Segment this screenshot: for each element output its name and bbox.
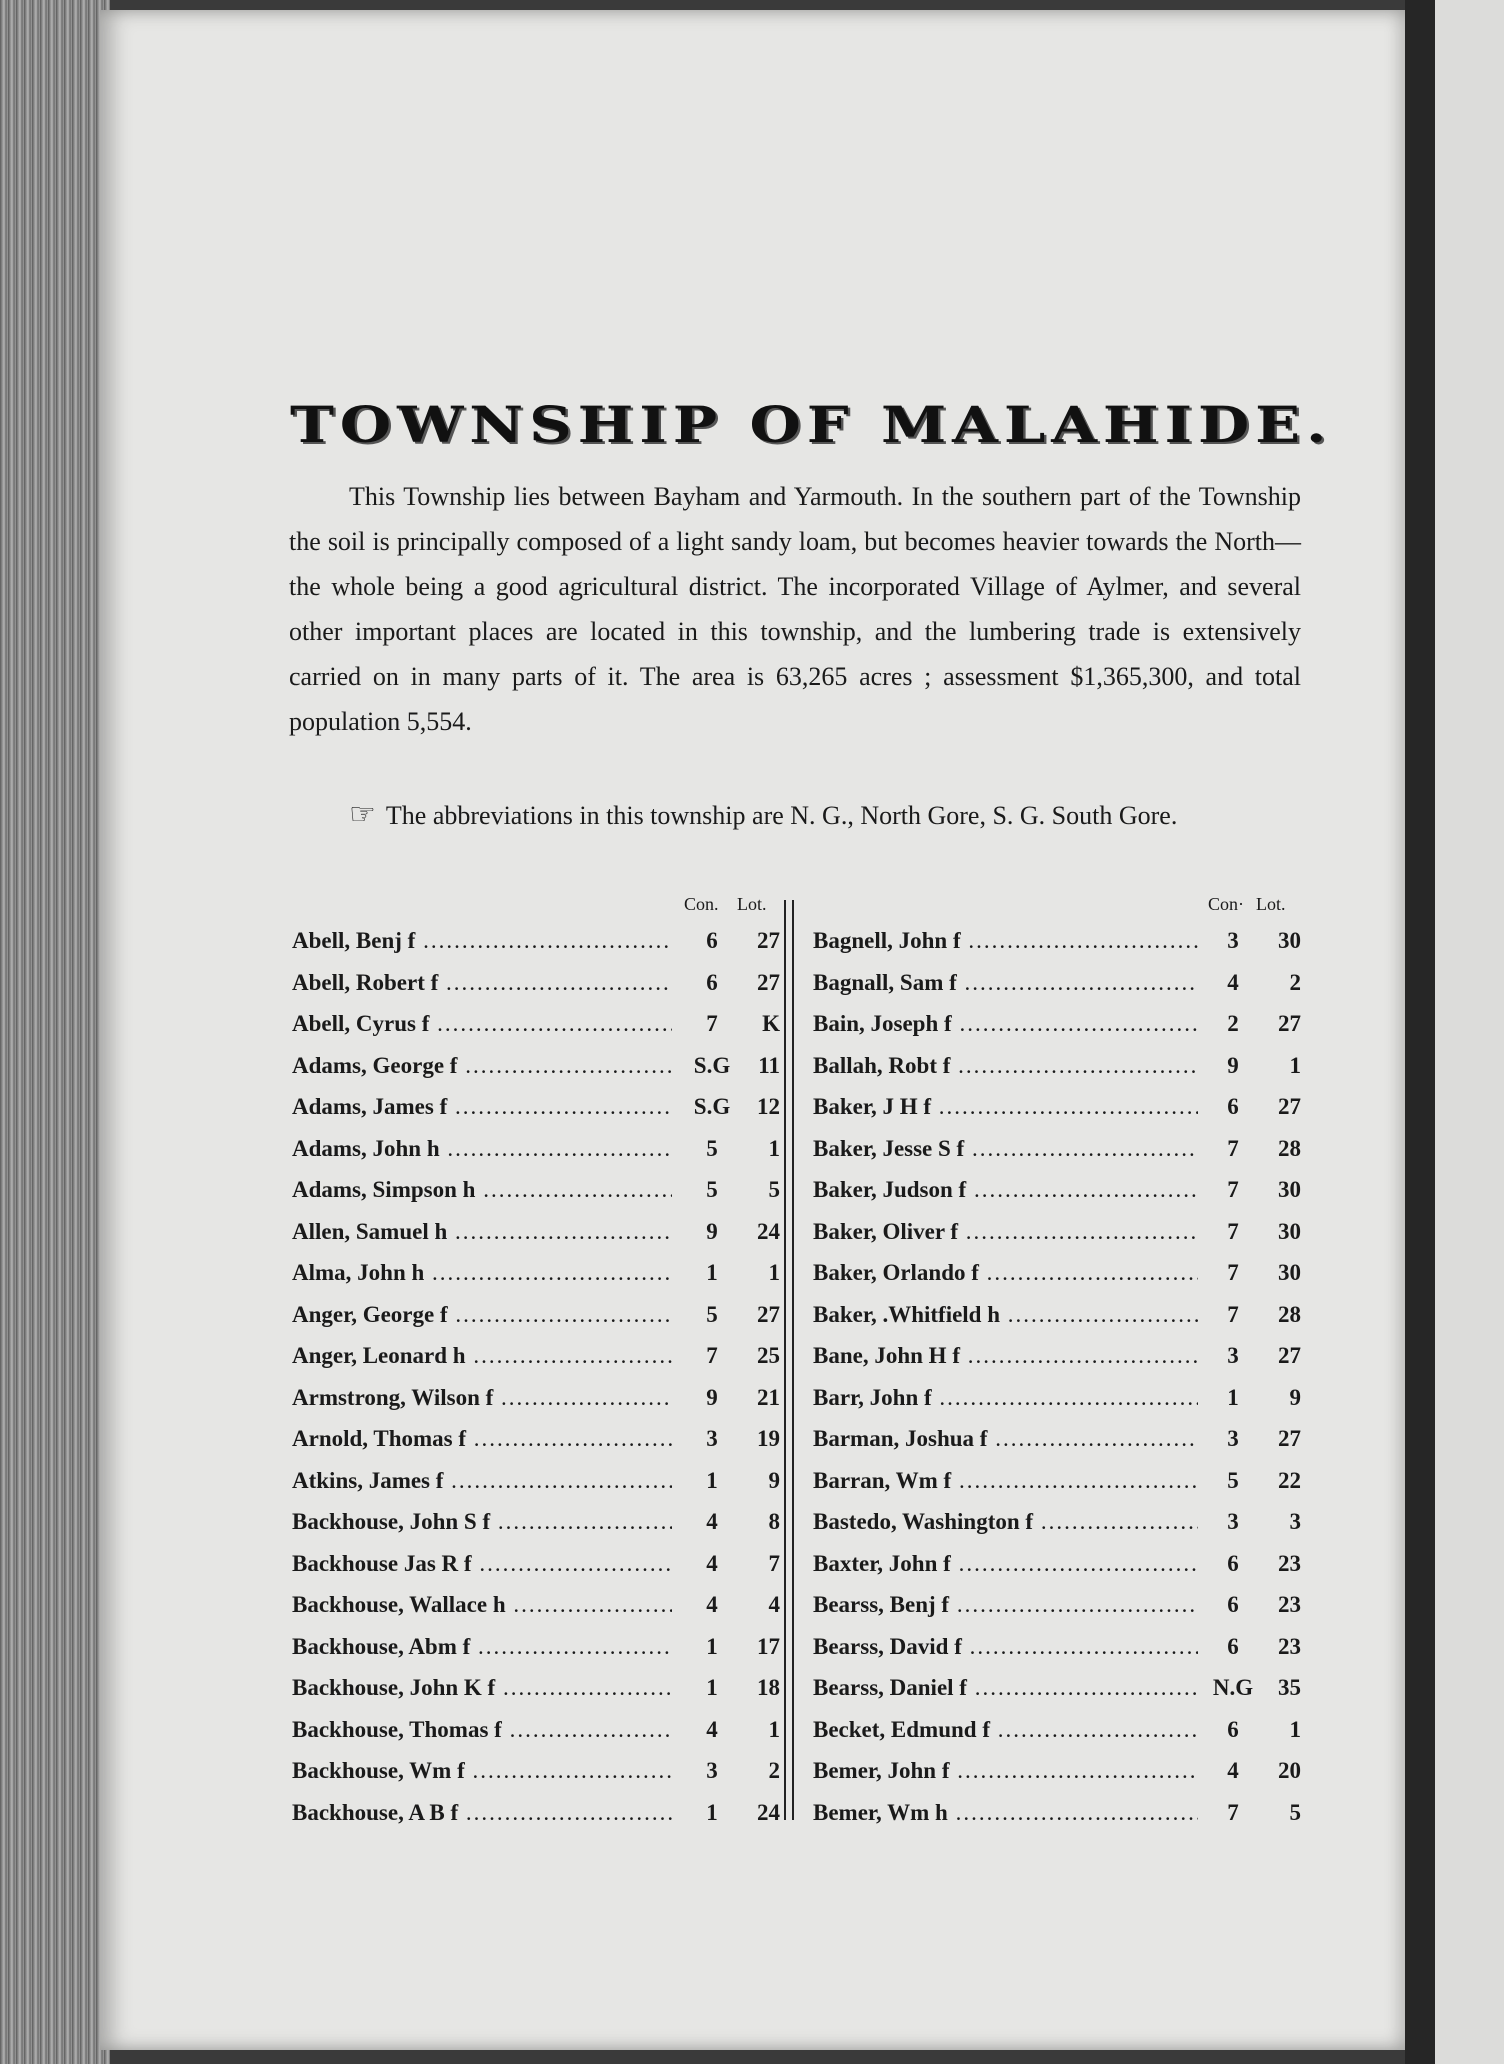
entry-lot: 1 xyxy=(768,1716,780,1742)
entry-lot: 3 xyxy=(1289,1509,1301,1534)
directory-entry xyxy=(292,1669,782,1711)
entry-lot: 28 xyxy=(1278,1135,1301,1161)
entry-con: 3 xyxy=(1227,1343,1239,1368)
directory-entry xyxy=(292,1337,782,1379)
entry-lot: 1 xyxy=(1289,1716,1301,1742)
entry-name: Ballah, Robt f ..... xyxy=(813,1053,1198,1079)
directory-entry xyxy=(292,922,782,964)
entry-name: Backhouse, Wm f ..... xyxy=(292,1758,672,1784)
directory-entry xyxy=(292,1711,782,1753)
column-header xyxy=(292,894,782,922)
entry-con: 1 xyxy=(1227,1384,1239,1410)
entry-name: Bearss, David f ..... xyxy=(813,1634,1198,1660)
entry-name: Backhouse, Abm f ..... xyxy=(292,1634,672,1660)
entry-lot: 30 xyxy=(1278,928,1301,953)
entry-name: Bain, Joseph f ..... xyxy=(813,1011,1198,1037)
entry-lot: 27 xyxy=(1278,1094,1301,1119)
entry-con: 3 xyxy=(1227,1426,1239,1451)
entry-name: Adams, George f ..... xyxy=(292,1053,672,1079)
entry-name: Alma, John h ..... xyxy=(292,1260,672,1286)
entry-lot: 5 xyxy=(768,1177,780,1202)
entry-name: Baker, Judson f ..... xyxy=(813,1177,1198,1203)
directory-entry xyxy=(813,1213,1305,1255)
entry-con: 5 xyxy=(706,1135,718,1161)
entry-lot: 23 xyxy=(1278,1550,1301,1576)
directory-entry xyxy=(813,1628,1305,1670)
entry-lot: 30 xyxy=(1278,1177,1301,1202)
entry-name: Baker, Jesse S f ..... xyxy=(813,1136,1198,1162)
entry-name: Backhouse, Wallace h ..... xyxy=(292,1592,672,1618)
entry-name: Anger, Leonard h ..... xyxy=(292,1343,672,1369)
adjacent-page xyxy=(1435,0,1504,2064)
entry-lot: 27 xyxy=(757,1301,780,1327)
directory-entry xyxy=(813,1462,1305,1504)
entry-name: Abell, Cyrus f ..... xyxy=(292,1011,672,1037)
entry-con: 2 xyxy=(1227,1011,1239,1036)
entry-lot: 22 xyxy=(1278,1467,1301,1493)
column-header xyxy=(813,894,1305,922)
header-con: Con· xyxy=(1208,894,1244,914)
directory-entry xyxy=(292,1462,782,1504)
entry-lot: 18 xyxy=(757,1675,780,1700)
entry-name: Atkins, James f ..... xyxy=(292,1468,672,1494)
entry-con: 4 xyxy=(706,1592,718,1617)
entry-name: Allen, Samuel h ..... xyxy=(292,1219,672,1245)
entry-lot: 35 xyxy=(1278,1675,1301,1700)
entry-name: Abell, Robert f ..... xyxy=(292,970,672,996)
directory-entry xyxy=(813,1545,1305,1587)
entry-name: Bagnell, John f ..... xyxy=(813,928,1198,954)
entry-name: Bagnall, Sam f ..... xyxy=(813,970,1198,996)
entry-con: 7 xyxy=(706,1011,718,1036)
intro-paragraph: This Township lies between Bayham and Yarmouth. In the southern part of the Township the soil is principally composed of a light sandy loam, but becomes heavier towards the North—the whole being a good agricultural district. The incorporated Village of Aylmer, and several other important places are located in this township, and the lumbering trade is extensively carried on in many parts of it. The area is 63,265 acres ; assessment $1,365,300, and total population 5,554. xyxy=(289,482,1301,736)
entry-lot: 4 xyxy=(768,1592,780,1617)
directory-entry xyxy=(813,1420,1305,1462)
entry-name: Barran, Wm f ..... xyxy=(813,1468,1198,1494)
directory-list xyxy=(813,922,1305,1835)
entry-con: 6 xyxy=(1227,1716,1239,1742)
entry-con: 4 xyxy=(1227,1758,1239,1783)
entry-name: Bane, John H f ..... xyxy=(813,1343,1198,1369)
entry-con: 4 xyxy=(706,1550,718,1576)
entry-lot: 1 xyxy=(768,1135,780,1161)
entry-con: N.G xyxy=(1212,1675,1254,1700)
directory-column-left xyxy=(292,894,782,1835)
directory-entry xyxy=(813,1752,1305,1794)
entry-name: Barr, John f ..... xyxy=(813,1385,1198,1411)
abbreviation-note xyxy=(289,792,1301,838)
entry-con: 9 xyxy=(1227,1052,1239,1078)
entry-con: 1 xyxy=(706,1633,718,1659)
entry-lot: 23 xyxy=(1278,1633,1301,1659)
entry-lot: 21 xyxy=(757,1384,780,1410)
entry-lot: K xyxy=(762,1011,780,1036)
directory-entry xyxy=(292,1047,782,1089)
entry-lot: 24 xyxy=(757,1799,780,1825)
entry-con: 3 xyxy=(1227,1509,1239,1534)
entry-lot: 11 xyxy=(758,1052,780,1078)
entry-lot: 17 xyxy=(757,1633,780,1659)
directory-entry xyxy=(292,1628,782,1670)
entry-con: 3 xyxy=(706,1426,718,1451)
entry-con: 5 xyxy=(706,1177,718,1202)
entry-name: Anger, George f ..... xyxy=(292,1302,672,1328)
header-lot: Lot. xyxy=(737,894,767,914)
directory-entry xyxy=(813,1503,1305,1545)
note-text: The abbreviations in this township are N. G., North Gore, S. G. South Gore. xyxy=(385,801,1178,830)
entry-con: 7 xyxy=(706,1343,718,1368)
entry-name: Bastedo, Washington f ..... xyxy=(813,1509,1198,1535)
entry-con: 7 xyxy=(1227,1177,1239,1202)
entry-name: Backhouse, John K f ..... xyxy=(292,1675,672,1701)
entry-con: 7 xyxy=(1227,1799,1239,1825)
directory-entry xyxy=(813,1586,1305,1628)
entry-con: S.G xyxy=(693,1052,731,1078)
directory-entry xyxy=(292,1794,782,1836)
entry-lot: 12 xyxy=(757,1094,780,1119)
entry-con: 6 xyxy=(706,928,718,953)
directory-entry xyxy=(292,964,782,1006)
entry-name: Arnold, Thomas f ..... xyxy=(292,1426,672,1452)
directory-entry xyxy=(813,1296,1305,1338)
directory-entry xyxy=(813,1047,1305,1089)
entry-lot: 24 xyxy=(757,1218,780,1244)
book-gutter xyxy=(1405,0,1435,2064)
entry-lot: 5 xyxy=(1289,1799,1301,1825)
entry-con: 7 xyxy=(1227,1135,1239,1161)
directory-entry xyxy=(292,1254,782,1296)
entry-name: Baker, Oliver f ..... xyxy=(813,1219,1198,1245)
directory-entry xyxy=(292,1503,782,1545)
entry-lot: 8 xyxy=(768,1509,780,1534)
header-lot: Lot. xyxy=(1256,894,1286,914)
directory-entry xyxy=(813,1794,1305,1836)
pointing-hand-icon: ☞ xyxy=(349,798,376,831)
entry-name: Backhouse, A B f ..... xyxy=(292,1800,672,1826)
directory-entry xyxy=(813,1254,1305,1296)
directory-entry xyxy=(813,1130,1305,1172)
entry-con: 1 xyxy=(706,1467,718,1493)
entry-name: Baker, Orlando f ..... xyxy=(813,1260,1198,1286)
entry-lot: 1 xyxy=(1289,1052,1301,1078)
directory-list xyxy=(292,922,782,1835)
directory-entry xyxy=(292,1545,782,1587)
entry-lot: 2 xyxy=(768,1758,780,1783)
directory-entry xyxy=(813,1711,1305,1753)
entry-name: Bearss, Daniel f ..... xyxy=(813,1675,1198,1701)
entry-con: 6 xyxy=(1227,1094,1239,1119)
entry-lot: 28 xyxy=(1278,1301,1301,1327)
header-con: Con. xyxy=(684,894,719,914)
directory-entry xyxy=(292,1005,782,1047)
entry-con: 7 xyxy=(1227,1218,1239,1244)
entry-name: Barman, Joshua f ..... xyxy=(813,1426,1198,1452)
entry-con: 1 xyxy=(706,1675,718,1700)
entry-con: 5 xyxy=(706,1301,718,1327)
entry-con: 4 xyxy=(1227,969,1239,995)
book-page-edges xyxy=(0,0,110,2064)
directory-entry xyxy=(292,1130,782,1172)
entry-con: 5 xyxy=(1227,1467,1239,1493)
entry-con: S.G xyxy=(693,1094,731,1119)
entry-con: 1 xyxy=(706,1799,718,1825)
page-title: TOWNSHIP OF MALAHIDE. xyxy=(290,395,1333,454)
entry-lot: 27 xyxy=(757,969,780,995)
entry-name: Bemer, John f ..... xyxy=(813,1758,1198,1784)
entry-name: Backhouse Jas R f ..... xyxy=(292,1551,672,1577)
entry-con: 4 xyxy=(706,1716,718,1742)
entry-lot: 23 xyxy=(1278,1592,1301,1617)
entry-name: Armstrong, Wilson f ..... xyxy=(292,1385,672,1411)
entry-lot: 27 xyxy=(1278,1426,1301,1451)
entry-name: Baker, .Whitfield h ..... xyxy=(813,1302,1198,1328)
entry-name: Becket, Edmund f ..... xyxy=(813,1717,1198,1743)
directory-entry xyxy=(813,922,1305,964)
entry-lot: 30 xyxy=(1278,1218,1301,1244)
entry-con: 6 xyxy=(706,969,718,995)
directory-entry xyxy=(292,1420,782,1462)
entry-name: Backhouse, John S f ..... xyxy=(292,1509,672,1535)
entry-lot: 25 xyxy=(757,1343,780,1368)
entry-name: Bemer, Wm h ..... xyxy=(813,1800,1198,1826)
entry-name: Backhouse, Thomas f ..... xyxy=(292,1717,672,1743)
entry-con: 4 xyxy=(706,1509,718,1534)
column-divider xyxy=(784,900,794,1820)
directory-entry xyxy=(292,1586,782,1628)
entry-lot: 7 xyxy=(768,1550,780,1576)
entry-con: 6 xyxy=(1227,1550,1239,1576)
directory-entry xyxy=(292,1379,782,1421)
entry-lot: 27 xyxy=(757,928,780,953)
entry-con: 6 xyxy=(1227,1633,1239,1659)
entry-lot: 19 xyxy=(757,1426,780,1451)
entry-con: 7 xyxy=(1227,1260,1239,1285)
entry-con: 3 xyxy=(706,1758,718,1783)
entry-lot: 27 xyxy=(1278,1011,1301,1036)
entry-lot: 30 xyxy=(1278,1260,1301,1285)
directory-entry xyxy=(292,1752,782,1794)
directory-entry xyxy=(813,1088,1305,1130)
entry-name: Baker, J H f ..... xyxy=(813,1094,1198,1120)
directory-entry xyxy=(813,1005,1305,1047)
directory-entry xyxy=(813,964,1305,1006)
directory-column-right xyxy=(813,894,1305,1835)
entry-name: Bearss, Benj f ..... xyxy=(813,1592,1198,1618)
entry-con: 6 xyxy=(1227,1592,1239,1617)
directory-entry xyxy=(813,1379,1305,1421)
directory-entry xyxy=(292,1296,782,1338)
directory-entry xyxy=(813,1337,1305,1379)
entry-name: Adams, James f ..... xyxy=(292,1094,672,1120)
entry-lot: 9 xyxy=(1289,1384,1301,1410)
directory-entry xyxy=(813,1669,1305,1711)
entry-name: Abell, Benj f ..... xyxy=(292,928,672,954)
entry-name: Adams, John h ..... xyxy=(292,1136,672,1162)
entry-lot: 1 xyxy=(768,1260,780,1285)
entry-name: Adams, Simpson h ..... xyxy=(292,1177,672,1203)
directory-entry xyxy=(292,1171,782,1213)
entry-lot: 2 xyxy=(1289,969,1301,995)
entry-lot: 27 xyxy=(1278,1343,1301,1368)
entry-lot: 20 xyxy=(1278,1758,1301,1783)
directory-entry xyxy=(813,1171,1305,1213)
entry-con: 3 xyxy=(1227,928,1239,953)
directory-entry xyxy=(292,1088,782,1130)
entry-con: 7 xyxy=(1227,1301,1239,1327)
entry-con: 1 xyxy=(706,1260,718,1285)
entry-con: 9 xyxy=(706,1218,718,1244)
directory-entry xyxy=(292,1213,782,1255)
entry-name: Baxter, John f ..... xyxy=(813,1551,1198,1577)
entry-con: 9 xyxy=(706,1384,718,1410)
entry-lot: 9 xyxy=(768,1467,780,1493)
